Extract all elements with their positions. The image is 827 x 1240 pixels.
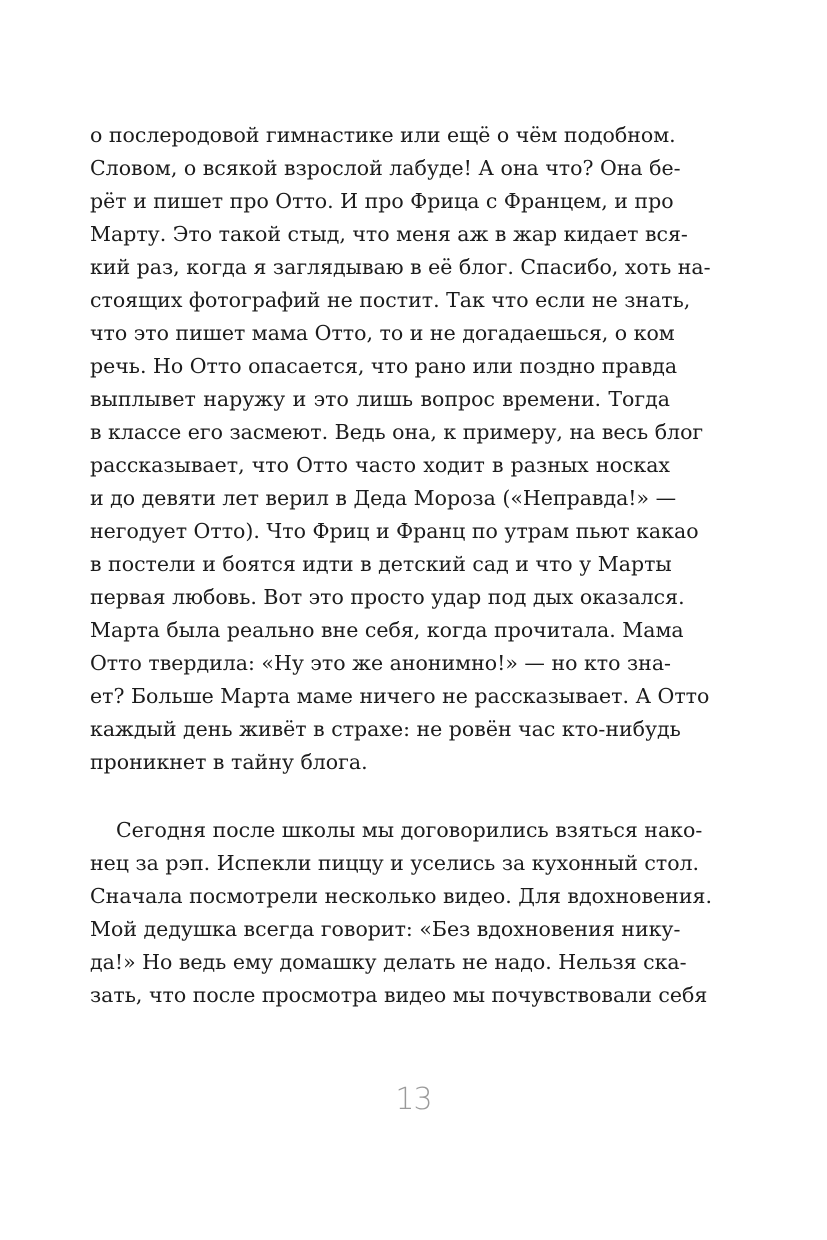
text-line: Марту. Это такой стыд, что меня аж в жар кидает вся- xyxy=(90,222,688,246)
text-line: Отто твердила: «Ну это же анонимно!» — но кто зна- xyxy=(90,651,671,675)
text-line: в классе его засмеют. Ведь она, к примеру, на весь блог xyxy=(90,420,704,444)
text-line: Словом, о всякой взрослой лабуде! А она что? Она бе- xyxy=(90,156,681,180)
text-line: негодует Отто). Что Фриц и Франц по утрам пьют какао xyxy=(90,519,699,543)
page-number: 13 xyxy=(395,1082,432,1117)
text-line: зать, что после просмотра видео мы почувствовали себя xyxy=(90,983,708,1007)
text-line: нец за рэп. Испекли пиццу и уселись за кухонный стол. xyxy=(90,851,700,875)
text-line: Марта была реально вне себя, когда прочитала. Мама xyxy=(90,618,684,642)
text-line: и до девяти лет верил в Деда Мороза («Неправда!» — xyxy=(90,486,677,510)
text-line: Сначала посмотрели несколько видео. Для вдохновения. xyxy=(90,884,712,908)
paragraph-2 xyxy=(90,814,712,1012)
text-line: ет? Больше Марта маме ничего не рассказывает. А Отто xyxy=(90,684,710,708)
text-line: речь. Но Отто опасается, что рано или поздно правда xyxy=(90,354,678,378)
text-line: каждый день живёт в страхе: не ровён час кто-нибудь xyxy=(90,717,681,741)
text-line: Сегодня после школы мы договорились взяться нако- xyxy=(116,818,703,842)
text-line: что это пишет мама Отто, то и не догадаешься, о ком xyxy=(90,321,675,345)
text-line: в постели и боятся идти в детский сад и что у Марты xyxy=(90,552,672,576)
text-line: первая любовь. Вот это просто удар под дых оказался. xyxy=(90,585,685,609)
paragraph-1 xyxy=(90,119,711,779)
text-line: рёт и пишет про Отто. И про Фрица с Францем, и про xyxy=(90,189,674,213)
text-line: стоящих фотографий не постит. Так что если не знать, xyxy=(90,288,691,312)
text-line: кий раз, когда я заглядываю в её блог. Спасибо, хоть на- xyxy=(90,255,711,279)
text-line: выплывет наружу и это лишь вопрос времени. Тогда xyxy=(90,387,670,411)
text-line: да!» Но ведь ему домашку делать не надо. Нельзя ска- xyxy=(90,950,687,974)
text-line: о послеродовой гимнастике или ещё о чём подобном. xyxy=(90,123,676,147)
text-line: проникнет в тайну блога. xyxy=(90,750,368,774)
text-line: Мой дедушка всегда говорит: «Без вдохновения нику- xyxy=(90,917,681,941)
text-line: рассказывает, что Отто часто ходит в разных носках xyxy=(90,453,670,477)
